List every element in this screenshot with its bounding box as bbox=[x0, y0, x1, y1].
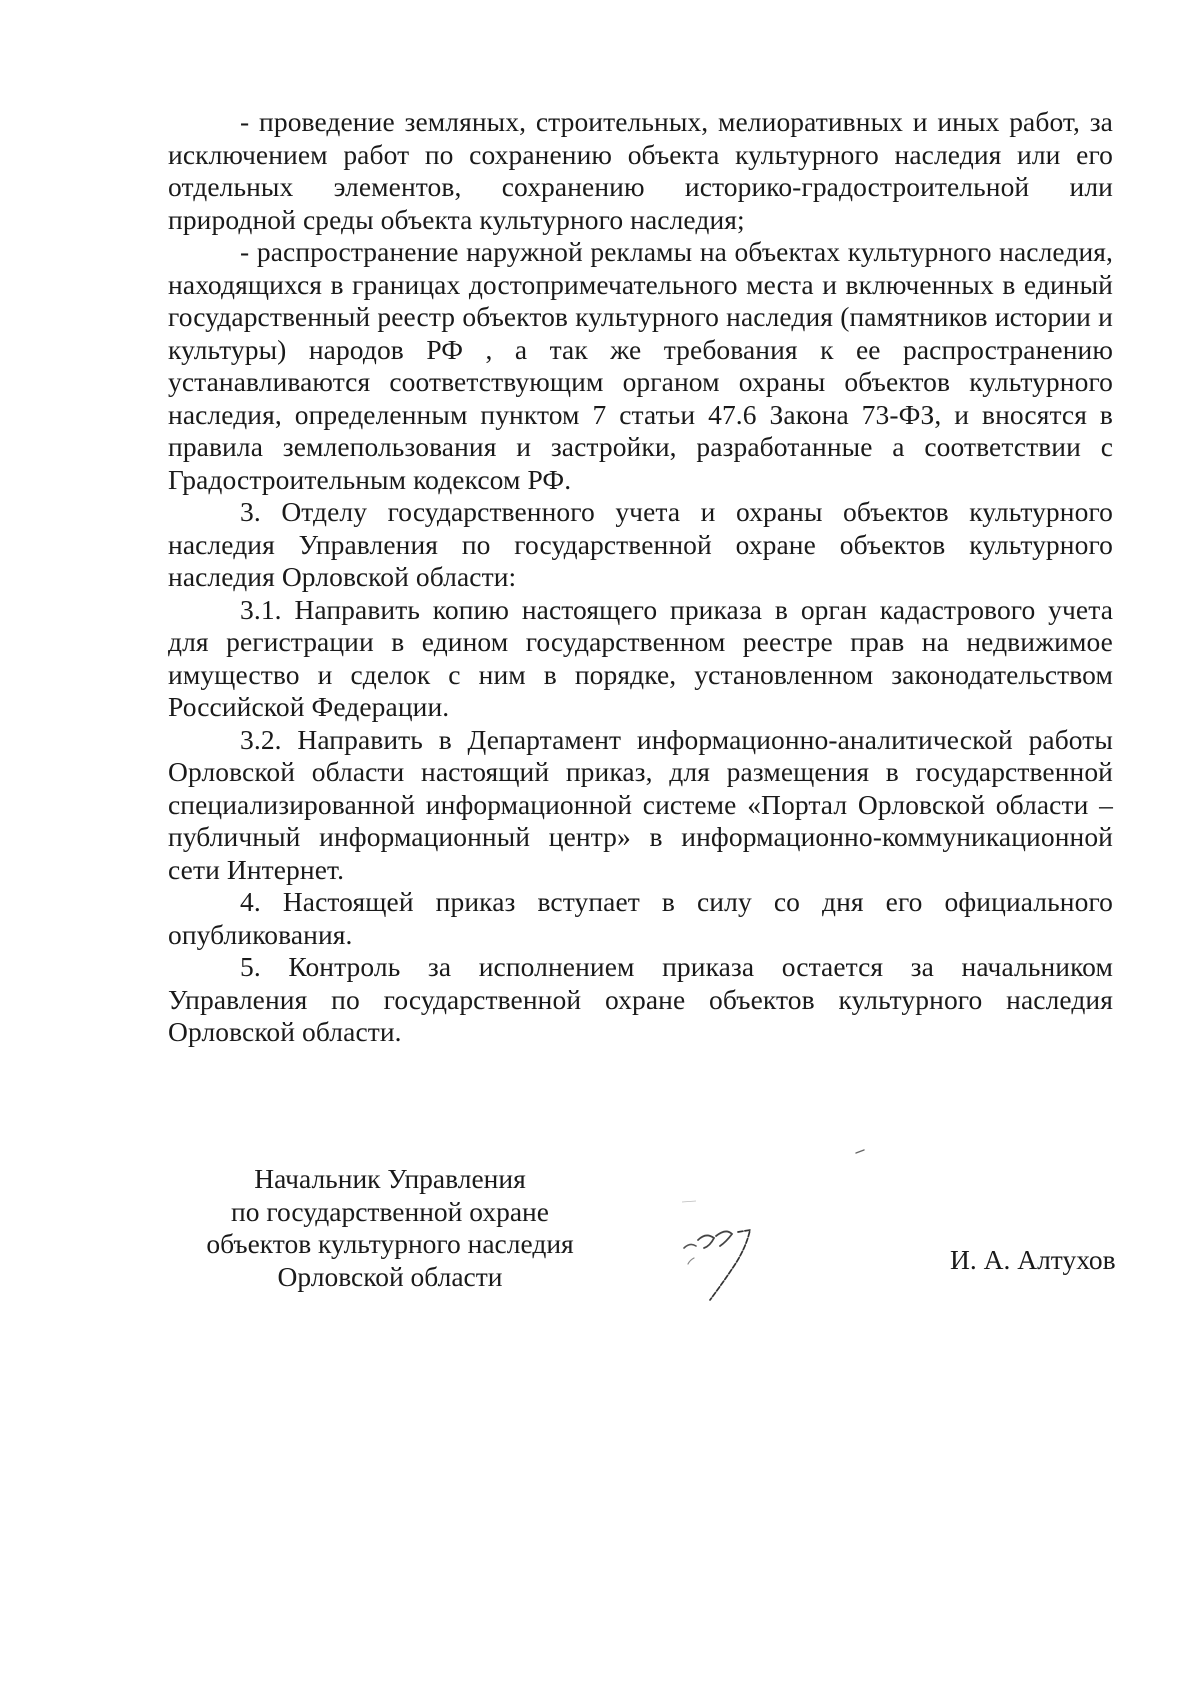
signatory-name: И. А. Алтухов bbox=[950, 1244, 1116, 1275]
document-body bbox=[168, 106, 1113, 1049]
signatory-title-line: Начальник Управления bbox=[254, 1163, 526, 1194]
stray-ink-mark bbox=[855, 1148, 869, 1154]
signatory-title-line: Орловской области bbox=[277, 1260, 503, 1292]
signatory-title bbox=[160, 1163, 620, 1293]
paragraph-item-3-1: 3.1. Направить копию настоящего приказа в орган кадастрового учета для регистрации в едином государственном реестре прав на недвижимое имущество и сделок с ним в порядке, установленном законодательством Российской Федерации. bbox=[168, 593, 1113, 722]
signatory-title-line: по государственной охране bbox=[231, 1195, 549, 1227]
paragraph-item-5: 5. Контроль за исполнением приказа остается за начальником Управления по государственной охране объектов культурного наследия Орловской области. bbox=[168, 951, 1113, 1047]
signatory-title-line: объектов культурного наследия bbox=[206, 1228, 574, 1259]
handwritten-signature bbox=[676, 1188, 816, 1318]
paragraph-item-3-2: 3.2. Направить в Департамент информационно-аналитической работы Орловской области настоящий приказ, для размещения в государственной специализированной информационной системе «Портал Орловской области – публичный информационный центр» в информационно-коммуникационной сети Интернет. bbox=[168, 723, 1113, 885]
paragraph-item-3: 3. Отделу государственного учета и охраны объектов культурного наследия Управления по государственной охране объектов культурного наследия Орловской области: bbox=[168, 496, 1113, 592]
paragraph-item-4: 4. Настоящей приказ вступает в силу со дня его официального опубликования. bbox=[168, 886, 1113, 950]
paragraph-earthworks: - проведение земляных, строительных, мелиоративных и иных работ, за исключением работ по сохранению объекта культурного наследия или его отдельных элементов, сохранению историко-градостроительной или природной среды объекта культурного наследия; bbox=[168, 106, 1113, 235]
paragraph-outdoor-advertising: - распространение наружной рекламы на объектах культурного наследия, находящихся в границах достопримечательного места и включенных в единый государственный реестр объектов культурного наследия (памятников истории и культуры) народов РФ , а так же требования к ее распространению устанавливаются соответствующим органом охраны объектов культурного наследия, определенным пунктом 7 статьи 47.6 Закона 73-ФЗ, и вносятся в правила землепользования и застройки, разработанные а соответствии с Градостроительным кодексом РФ. bbox=[168, 236, 1113, 495]
